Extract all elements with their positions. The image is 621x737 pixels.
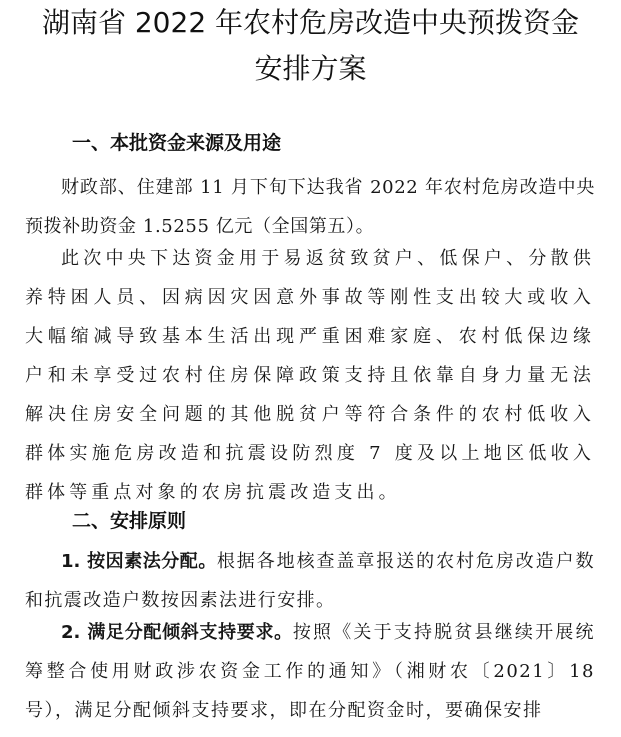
section-2-heading: 二、安排原则 bbox=[72, 510, 187, 532]
section-2-item-1 bbox=[25, 542, 595, 620]
section-2-item-1-text: 根据各地核查盖章报送的农村危房改造户数和抗震改造户数按因素法进行安排。 bbox=[25, 551, 595, 611]
document-title-line-2: 安排方案 bbox=[254, 52, 367, 85]
section-2-item-2-text: 按照《关于支持脱贫县继续开展统筹整合使用财政涉农资金工作的通知》（湘财农〔2021〕18 号），满足分配倾斜支持要求，即在分配资金时，要确保安排 bbox=[25, 622, 595, 721]
section-2-item-2-lead: 2. 满足分配倾斜支持要求。 bbox=[61, 622, 293, 643]
section-1-heading: 一、本批资金来源及用途 bbox=[72, 132, 282, 154]
section-2-item-2 bbox=[25, 613, 595, 730]
section-1-paragraph-2: 此次中央下达资金用于易返贫致贫户、低保户、分散供养特困人员、因病因灾因意外事故等刚性支出较大或收入大幅缩减导致基本生活出现严重困难家庭、农村低保边缘户和未享受过农村住房保障政策支持且依靠自身力量无法解决住房安全问题的其他脱贫户等符合条件的农村低收入群体实施危房改造和抗震设防烈度 7 度及以上地区低收入群体等重点对象的农房抗震改造支出。 bbox=[25, 248, 595, 503]
section-2-item-1-lead: 1. 按因素法分配。 bbox=[61, 551, 217, 572]
document-title-line-1: 湖南省 2022 年农村危房改造中央预拨资金 bbox=[41, 6, 580, 39]
section-1-paragraph-1: 财政部、住建部 11 月下旬下达我省 2022 年农村危房改造中央预拨补助资金 1.5255 亿元（全国第五）。 bbox=[25, 177, 595, 237]
